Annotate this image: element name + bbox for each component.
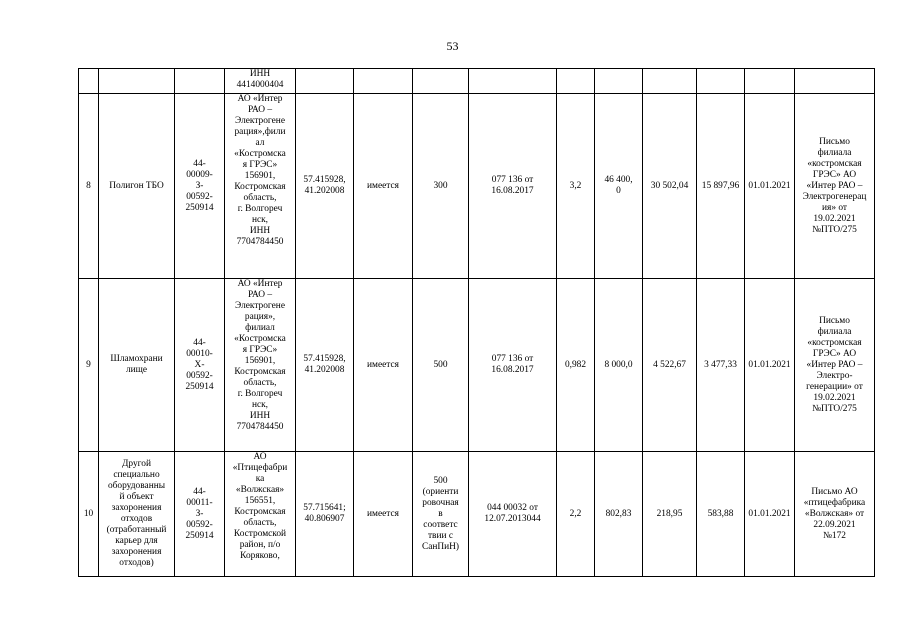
cell-coords	[296, 452, 354, 577]
cell-v3: 583,88	[697, 452, 745, 577]
cell-capacity	[413, 452, 469, 577]
cell-line: твии с	[427, 530, 454, 541]
cell-doc	[469, 94, 557, 279]
cell-code	[175, 69, 225, 94]
cell-source	[795, 69, 875, 94]
cell-line: 802,83	[605, 508, 632, 519]
cell-line: 44-	[193, 158, 206, 169]
cell-line: 250914	[185, 202, 214, 213]
cell-line: СанПиН)	[421, 541, 460, 552]
cell-line: 044 00032 от	[487, 503, 538, 513]
cell-area: 0,982	[557, 279, 595, 452]
cell-org	[225, 279, 296, 452]
cell-line: Шламохрани	[110, 354, 163, 364]
cell-line: №172	[822, 530, 846, 541]
cell-line: 00011-	[186, 497, 213, 508]
cell-line: область,	[243, 378, 277, 388]
cell-area: 2,2	[557, 452, 595, 577]
cell-line: Полигон ТБО	[109, 180, 164, 191]
cell-line: Электрогене	[235, 116, 285, 126]
cell-line: (отработанный	[106, 525, 167, 535]
cell-line: 156901,	[244, 356, 276, 366]
table-row	[79, 94, 875, 279]
cell-line: район, п/о	[239, 540, 281, 550]
cell-line: 16.08.2017	[491, 186, 534, 196]
cell-line: я ГРЭС»	[242, 345, 278, 355]
cell-line: г. Волгореч	[237, 389, 283, 399]
cell-line: нск,	[251, 215, 269, 225]
cell-line: «Костромска	[234, 149, 286, 159]
table-row	[79, 452, 875, 577]
cell-line: в	[438, 508, 443, 519]
cell-line: рация»,	[244, 312, 276, 322]
cell-line: Коряково,	[240, 551, 280, 561]
cell-name	[99, 69, 175, 94]
cell-line: Другой	[122, 459, 151, 469]
cell-line: «костромская	[807, 337, 862, 348]
cell-line: 19.02.2021	[813, 392, 856, 403]
cell-line: 077 136 от	[491, 175, 534, 185]
cell-date: 01.01.2021	[745, 279, 795, 452]
cell-line: ИНН	[249, 226, 271, 236]
cell-line: 46 400,	[604, 175, 633, 185]
cell-num	[79, 69, 99, 94]
cell-line: «Волжская»	[235, 485, 285, 495]
cell-line: нск,	[251, 400, 269, 410]
table-row	[79, 279, 875, 452]
cell-line: ка	[255, 474, 265, 484]
cell-doc	[469, 69, 557, 94]
table-row	[79, 69, 875, 94]
cell-line: «Интер РАО –	[806, 180, 863, 191]
cell-line: «Волжская» от	[804, 508, 865, 519]
cell-line: 0	[616, 186, 621, 196]
cell-line: «Костромска	[234, 334, 286, 344]
cell-v2: 218,95	[643, 452, 697, 577]
cell-license: имеется	[354, 94, 413, 279]
cell-license: имеется	[354, 279, 413, 452]
cell-line: ИНН	[249, 69, 271, 79]
cell-capacity	[413, 94, 469, 279]
cell-line: оборудованны	[107, 481, 166, 491]
cell-line: АО «Интер	[237, 94, 283, 104]
cell-line: З-	[195, 508, 204, 519]
cell-line: область,	[243, 193, 277, 203]
cell-line: ГРЭС» АО	[812, 348, 857, 359]
cell-line: АО	[253, 452, 267, 462]
cell-line: Электрогене	[235, 301, 285, 311]
cell-line: «Интер РАО –	[806, 359, 863, 370]
cell-name	[99, 279, 175, 452]
cell-doc	[469, 452, 557, 577]
cell-line: область,	[243, 518, 277, 528]
cell-capacity	[413, 279, 469, 452]
cell-doc	[469, 279, 557, 452]
cell-line: 250914	[185, 530, 214, 541]
cell-line: ал	[255, 138, 265, 148]
cell-line: генерации» от	[806, 381, 863, 392]
cell-line: й объект	[119, 492, 154, 502]
cell-v2: 30 502,04	[643, 94, 697, 279]
cell-line: 300	[433, 180, 448, 191]
cell-line: ГРЭС» АО	[812, 169, 857, 180]
cell-line: 8 000,0	[604, 359, 633, 370]
cell-line: соответс	[423, 519, 458, 530]
cell-source	[795, 279, 875, 452]
cell-code	[175, 452, 225, 577]
cell-line: Письмо АО	[811, 486, 858, 497]
cell-line: филиал	[245, 323, 275, 333]
cell-line: 44-	[193, 337, 206, 348]
cell-name	[99, 452, 175, 577]
cell-line: 41.202008	[304, 186, 345, 196]
cell-v1	[595, 452, 643, 577]
cell-line: «костромская	[807, 158, 862, 169]
cell-line: Х-	[194, 359, 205, 370]
cell-line: 4414000404	[236, 80, 284, 90]
cell-date: 01.01.2021	[745, 452, 795, 577]
cell-line: отходов	[120, 514, 153, 524]
cell-line: 00009-	[186, 169, 213, 180]
cell-line: 57.415928,	[303, 354, 346, 364]
cell-org	[225, 452, 296, 577]
cell-line: филиала	[817, 147, 852, 158]
cell-org	[225, 94, 296, 279]
cell-line: Костромская	[234, 182, 286, 192]
cell-name	[99, 94, 175, 279]
cell-line: 00592-	[186, 191, 213, 202]
cell-line: 57.715641;	[303, 503, 346, 513]
page-number: 53	[446, 39, 459, 53]
cell-line: 156901,	[244, 171, 276, 181]
cell-source	[795, 94, 875, 279]
cell-v3	[697, 69, 745, 94]
cell-line: захоронения	[111, 503, 162, 513]
cell-line: РАО –	[247, 290, 273, 300]
cell-line: Костромская	[234, 367, 286, 377]
cell-v1	[595, 69, 643, 94]
cell-line: 7704784450	[236, 237, 284, 247]
cell-line: 077 136 от	[491, 354, 534, 364]
cell-line: 40.806907	[304, 514, 345, 524]
cell-coords	[296, 69, 354, 94]
cell-line: 41.202008	[304, 365, 345, 375]
cell-line: РАО –	[247, 105, 273, 115]
cell-line: захоронения	[111, 547, 162, 557]
cell-v2: 4 522,67	[643, 279, 697, 452]
cell-line: «Птицефабри	[232, 463, 288, 473]
cell-line: (ориенти	[422, 486, 459, 497]
cell-line: Письмо	[819, 315, 850, 326]
cell-line: «птицефабрика	[803, 497, 866, 508]
cell-line: 57.415928,	[303, 175, 346, 185]
cell-coords	[296, 94, 354, 279]
cell-area	[557, 69, 595, 94]
cell-line: 7704784450	[236, 422, 284, 432]
cell-line: ИНН	[249, 411, 271, 421]
cell-line: №ПТО/275	[812, 224, 857, 235]
cell-line: Костромская	[234, 507, 286, 517]
cell-license: имеется	[354, 452, 413, 577]
cell-line: 22.09.2021	[813, 519, 856, 530]
cell-line: 19.02.2021	[813, 213, 856, 224]
cell-date: 01.01.2021	[745, 94, 795, 279]
cell-v3: 3 477,33	[697, 279, 745, 452]
cell-line: г. Волгореч	[237, 204, 283, 214]
cell-line: 250914	[185, 381, 214, 392]
cell-line: Электрогенерац	[802, 191, 867, 202]
cell-line: 44-	[193, 486, 206, 497]
cell-code	[175, 94, 225, 279]
cell-line: 00010-	[186, 348, 213, 359]
cell-v1	[595, 94, 643, 279]
cell-line: 00592-	[186, 519, 213, 530]
cell-line: я ГРЭС»	[242, 160, 278, 170]
cell-code	[175, 279, 225, 452]
cell-line: карьер для	[115, 536, 158, 546]
cell-v3: 15 897,96	[697, 94, 745, 279]
cell-v2	[643, 69, 697, 94]
landfill-register-table	[78, 68, 875, 577]
cell-v1	[595, 279, 643, 452]
cell-line: №ПТО/275	[812, 403, 857, 414]
cell-line: 156551,	[244, 496, 276, 506]
cell-line: З-	[195, 180, 204, 191]
cell-line: Письмо	[819, 136, 850, 147]
cell-line: ровочная	[422, 497, 459, 508]
cell-num: 8	[79, 94, 99, 279]
cell-line: 500	[433, 475, 448, 486]
cell-line: рация»,фили	[234, 127, 286, 137]
cell-source	[795, 452, 875, 577]
cell-line: лище	[125, 365, 148, 375]
cell-line: специально	[113, 470, 160, 480]
cell-date	[745, 69, 795, 94]
cell-area: 3,2	[557, 94, 595, 279]
cell-line: АО «Интер	[237, 279, 283, 289]
cell-line: 12.07.2013044	[484, 514, 541, 524]
cell-line: ия» от	[821, 202, 848, 213]
cell-line: отходов)	[119, 558, 154, 568]
cell-line: Костромской	[233, 529, 287, 539]
cell-license	[354, 69, 413, 94]
cell-line: 16.08.2017	[491, 365, 534, 375]
cell-num: 9	[79, 279, 99, 452]
cell-line: 500	[433, 359, 448, 370]
cell-line: филиала	[817, 326, 852, 337]
cell-org	[225, 69, 296, 94]
cell-capacity	[413, 69, 469, 94]
cell-num: 10	[79, 452, 99, 577]
cell-coords	[296, 279, 354, 452]
cell-line: Электро-	[816, 370, 853, 381]
cell-line: 00592-	[186, 370, 213, 381]
